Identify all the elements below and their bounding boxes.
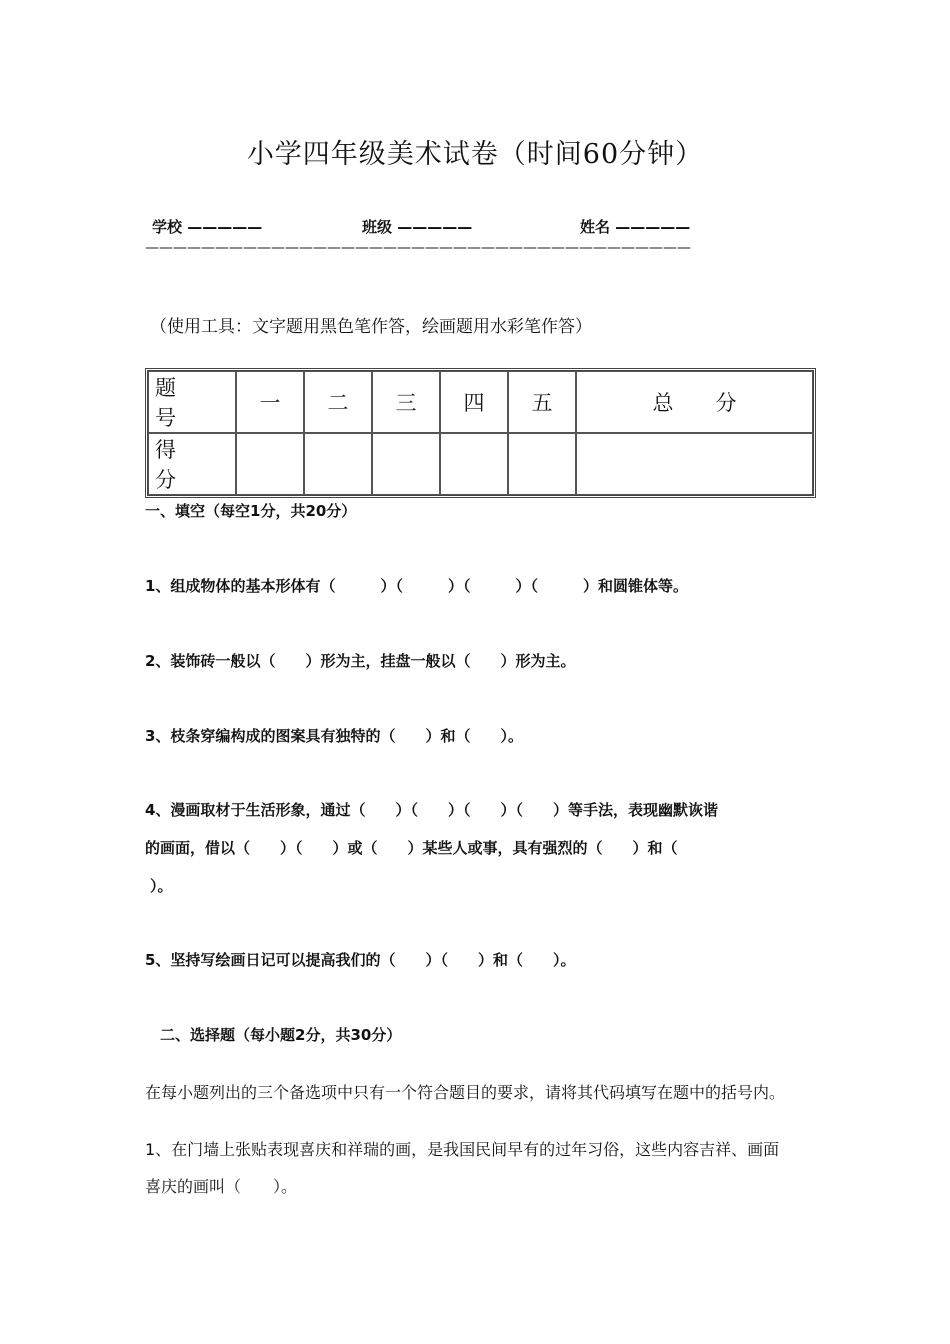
score-cell[interactable]	[236, 433, 304, 495]
question-1-2: 2、装饰砖一般以（ ）形为主，挂盘一般以（ ）形为主。	[145, 652, 576, 670]
table-cell: 题 号	[148, 371, 236, 433]
question-2-1-line2: 喜庆的画叫（ ）。	[145, 1177, 298, 1196]
question-1-4-line1: 4、漫画取材于生活形象，通过（ ）（ ）（ ）（ ）等手法，表现幽默诙谐	[145, 801, 718, 819]
table-cell: 得 分	[148, 433, 236, 495]
page-title: 小学四年级美术试卷（时间60分钟）	[246, 139, 704, 170]
table-cell: 三	[372, 371, 440, 433]
section1-heading: 一、填空（每空1分，共20分）	[145, 502, 357, 520]
question-2-1-line1: 1、在门墙上张贴表现喜庆和祥瑞的画，是我国民间早有的过年习俗，这些内容吉祥、画面	[145, 1140, 780, 1159]
score-table	[145, 368, 816, 498]
score-cell[interactable]	[508, 433, 576, 495]
table-cell: 一	[236, 371, 304, 433]
name-field[interactable]: 姓名 —————	[580, 218, 691, 236]
question-1-4-line3: ）。	[150, 877, 173, 895]
table-cell: 总 分	[576, 371, 813, 433]
table-row	[148, 433, 813, 495]
question-1-4-line2: 的画面，借以（ ）（ ）或（ ）某些人或事，具有强烈的（ ）和（	[145, 839, 678, 857]
score-cell[interactable]	[372, 433, 440, 495]
class-field[interactable]: 班级 —————	[362, 218, 473, 236]
section2-heading: 二、选择题（每小题2分，共30分）	[160, 1026, 402, 1044]
question-1-5: 5、坚持写绘画日记可以提高我们的（ ）（ ）和（ ）。	[145, 951, 576, 969]
table-cell: 二	[304, 371, 372, 433]
cut-divider: ———————————————————————————————————————	[145, 240, 691, 256]
table-cell: 五	[508, 371, 576, 433]
question-1-1: 1、组成物体的基本形体有（ ）（ ）（ ）（ ）和圆锥体等。	[145, 577, 688, 595]
section2-intro: 在每小题列出的三个备选项中只有一个符合题目的要求，请将其代码填写在题中的括号内。	[145, 1083, 786, 1102]
score-cell[interactable]	[576, 433, 813, 495]
tools-note: （使用工具：文字题用黑色笔作答，绘画题用水彩笔作答）	[150, 317, 592, 337]
score-cell[interactable]	[304, 433, 372, 495]
school-field[interactable]: 学校 —————	[152, 218, 263, 236]
score-cell[interactable]	[440, 433, 508, 495]
question-1-3: 3、枝条穿编构成的图案具有独特的（ ）和（ ）。	[145, 727, 523, 745]
table-cell: 四	[440, 371, 508, 433]
table-row	[148, 371, 813, 433]
